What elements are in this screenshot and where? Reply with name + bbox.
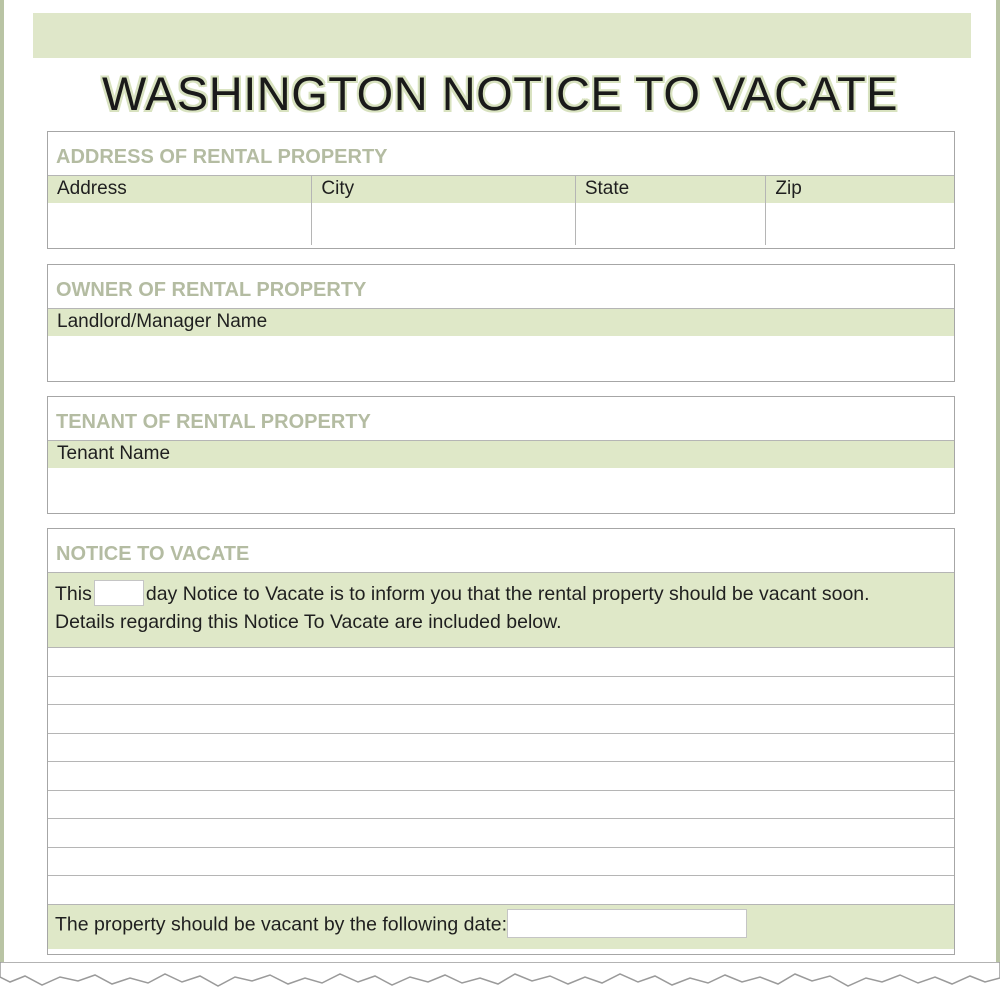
details-line[interactable] xyxy=(48,676,954,705)
notice-text-main: day Notice to Vacate is to inform you that the rental property should be vacant soon. xyxy=(145,583,870,605)
notice-section xyxy=(47,528,955,955)
tenant-section-heading: TENANT OF RENTAL PROPERTY xyxy=(48,397,954,441)
owner-label-row xyxy=(48,309,954,336)
notice-text-details: Details regarding this Notice To Vacate are included below. xyxy=(55,611,562,633)
address-section xyxy=(47,131,955,249)
notice-statement xyxy=(48,573,954,647)
vacate-date-label: The property should be vacant by the following date: xyxy=(55,913,508,936)
details-line[interactable] xyxy=(48,761,954,790)
days-field[interactable] xyxy=(94,580,144,606)
zip-label: Zip xyxy=(765,176,954,203)
page-border-left xyxy=(0,0,4,975)
details-line[interactable] xyxy=(48,875,954,904)
tenant-name-label: Tenant Name xyxy=(57,443,171,464)
address-label: Address xyxy=(57,178,127,199)
tenant-input-row xyxy=(48,468,954,510)
state-label: State xyxy=(575,176,766,203)
tenant-section xyxy=(47,396,955,514)
owner-section-heading: OWNER OF RENTAL PROPERTY xyxy=(48,265,954,309)
torn-paper-edge xyxy=(0,962,1000,1000)
tenant-label-row xyxy=(48,441,954,468)
address-label-row xyxy=(48,176,954,203)
city-label: City xyxy=(311,176,574,203)
document-title: WASHINGTON NOTICE TO VACATE xyxy=(101,67,899,120)
owner-input-row xyxy=(48,336,954,378)
address-input-row xyxy=(48,203,954,245)
details-line[interactable] xyxy=(48,818,954,847)
details-line[interactable] xyxy=(48,704,954,733)
vacate-date-row xyxy=(48,904,954,949)
zip-field[interactable] xyxy=(765,203,954,245)
address-field[interactable] xyxy=(48,203,311,245)
landlord-name-label: Landlord/Manager Name xyxy=(57,311,268,332)
details-line[interactable] xyxy=(48,733,954,762)
page-border-right xyxy=(996,0,1000,975)
details-line[interactable] xyxy=(48,790,954,819)
notice-section-heading: NOTICE TO VACATE xyxy=(48,529,954,573)
vacate-date-field[interactable] xyxy=(507,909,747,938)
header-band xyxy=(33,13,971,58)
details-lines xyxy=(48,647,954,904)
details-line[interactable] xyxy=(48,847,954,876)
state-field[interactable] xyxy=(575,203,766,245)
city-field[interactable] xyxy=(311,203,574,245)
landlord-name-field[interactable] xyxy=(48,336,954,378)
details-line[interactable] xyxy=(48,647,954,676)
notice-text-this: This xyxy=(55,583,92,605)
address-section-heading: ADDRESS OF RENTAL PROPERTY xyxy=(48,132,954,176)
tenant-name-field[interactable] xyxy=(48,468,954,510)
owner-section xyxy=(47,264,955,382)
